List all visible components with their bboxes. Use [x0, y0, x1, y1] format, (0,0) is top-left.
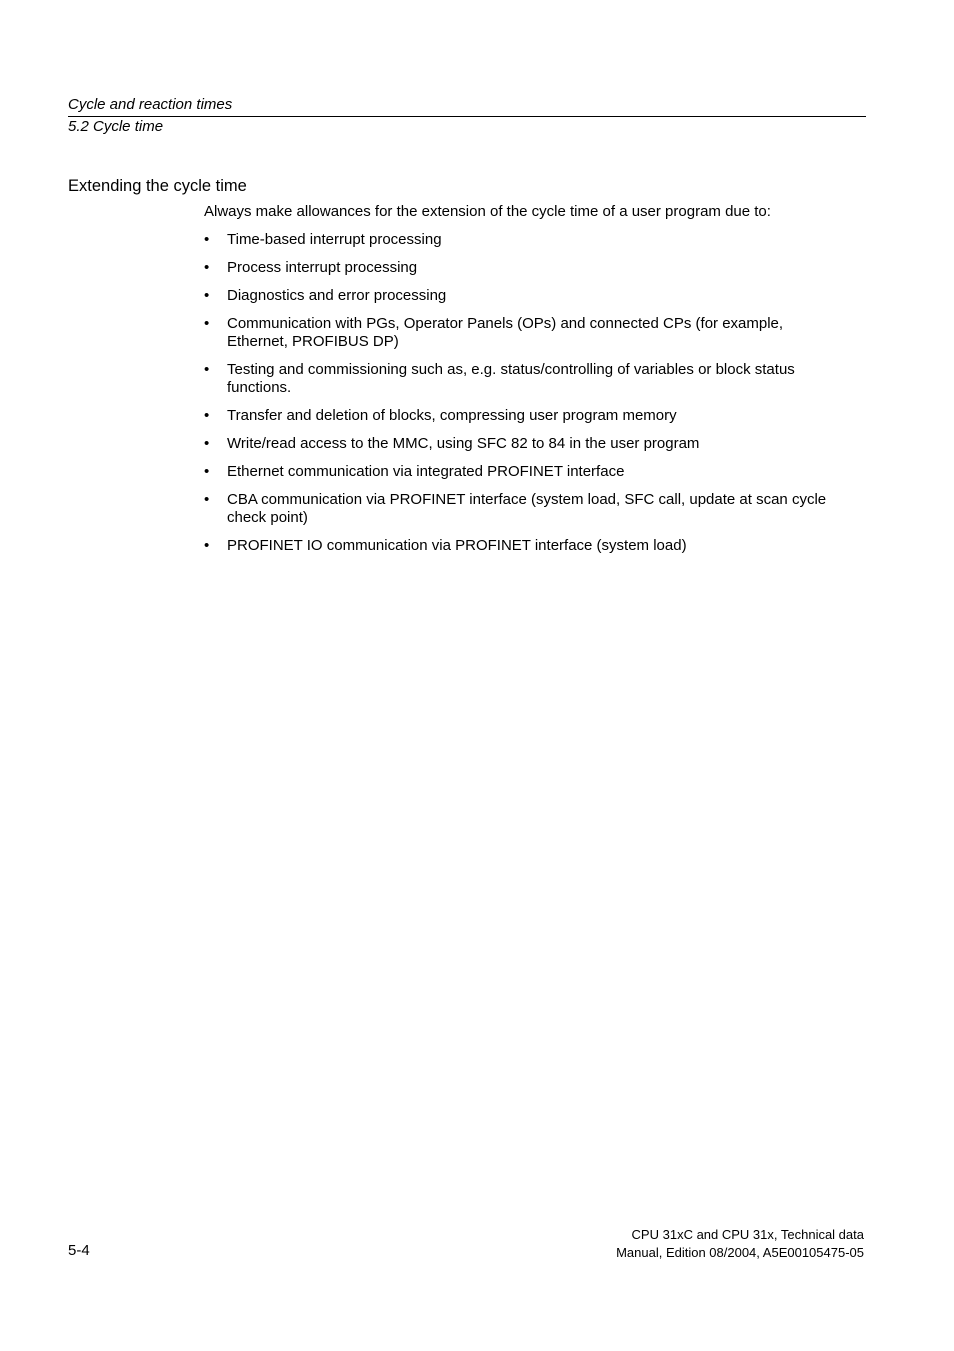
- bullet-icon: •: [204, 435, 210, 452]
- header-rule: [68, 116, 866, 117]
- list-item: [204, 231, 844, 249]
- list-item-text: PROFINET IO communication via PROFINET interface (system load): [227, 537, 687, 554]
- bullet-icon: •: [204, 259, 210, 276]
- list-item: [204, 435, 844, 453]
- header-section: 5.2 Cycle time: [68, 118, 164, 135]
- list-item: [204, 259, 844, 277]
- body-content: [204, 203, 844, 565]
- list-item: [204, 463, 844, 481]
- bullet-icon: •: [204, 231, 210, 248]
- bullet-icon: •: [204, 463, 210, 480]
- bullet-list: [204, 231, 844, 555]
- footer-doc-info: [616, 1226, 864, 1262]
- list-item-text: Diagnostics and error processing: [227, 287, 447, 304]
- footer-doc-title: CPU 31xC and CPU 31x, Technical data: [631, 1227, 864, 1242]
- intro-paragraph: Always make allowances for the extension of the cycle time of a user program due to:: [204, 203, 771, 220]
- list-item: [204, 407, 844, 425]
- bullet-icon: •: [204, 361, 210, 378]
- bullet-icon: •: [204, 491, 210, 508]
- list-item: [204, 361, 844, 397]
- list-item-text: Communication with PGs, Operator Panels (OPs) and connected CPs (for example, Ethernet, PROFIBUS DP): [227, 315, 784, 350]
- list-item-text: Time-based interrupt processing: [227, 231, 442, 248]
- list-item-text: Ethernet communication via integrated PROFINET interface: [227, 463, 625, 480]
- list-item-text: Testing and commissioning such as, e.g. status/controlling of variables or block status functions.: [227, 361, 795, 396]
- list-item-text: Write/read access to the MMC, using SFC 82 to 84 in the user program: [227, 435, 700, 452]
- page-number: 5-4: [68, 1242, 90, 1259]
- running-header: [68, 94, 866, 138]
- list-item: [204, 491, 844, 527]
- bullet-icon: •: [204, 537, 210, 554]
- bullet-icon: •: [204, 407, 210, 424]
- list-item-text: CBA communication via PROFINET interface (system load, SFC call, update at scan cycle check point): [227, 491, 827, 526]
- bullet-icon: •: [204, 315, 210, 332]
- list-item: [204, 287, 844, 305]
- list-item-text: Transfer and deletion of blocks, compressing user program memory: [227, 407, 677, 424]
- bullet-icon: •: [204, 287, 210, 304]
- section-title: Extending the cycle time: [68, 177, 247, 195]
- list-item: [204, 537, 844, 555]
- footer-doc-edition: Manual, Edition 08/2004, A5E00105475-05: [616, 1245, 864, 1260]
- list-item: [204, 315, 844, 351]
- list-item-text: Process interrupt processing: [227, 259, 418, 276]
- header-chapter: Cycle and reaction times: [68, 96, 233, 113]
